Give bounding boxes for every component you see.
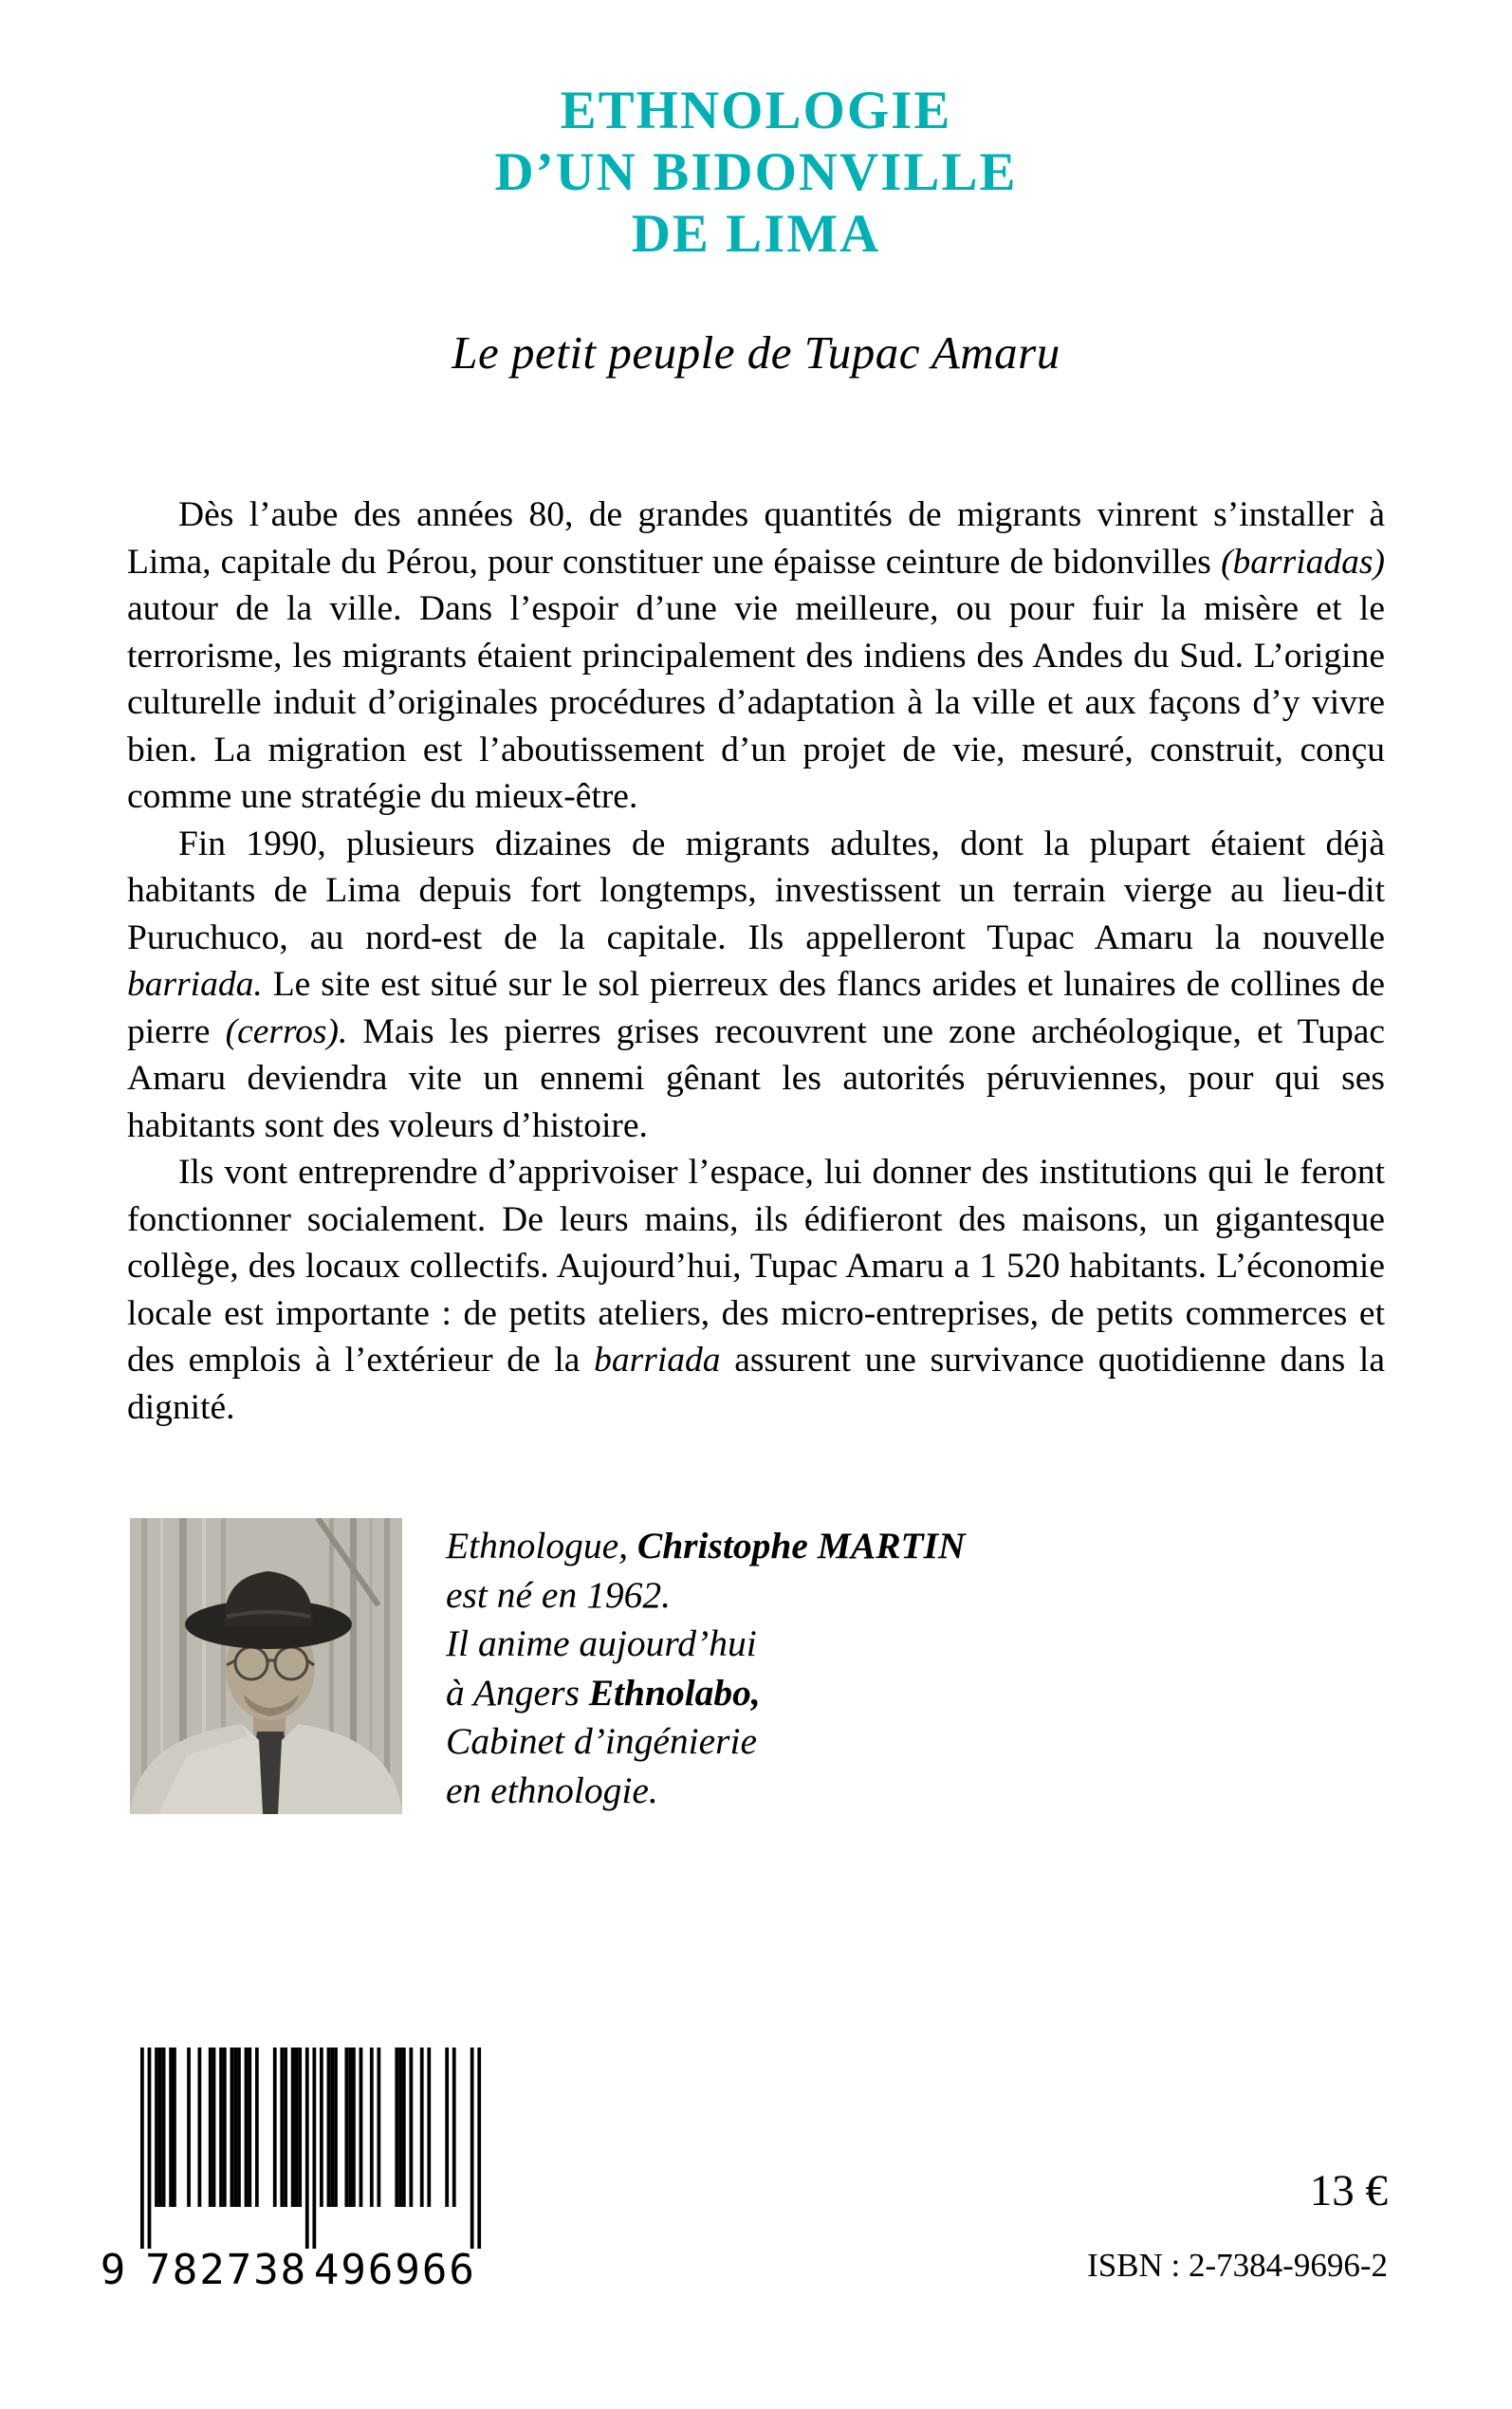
title-line-1: ETHNOLOGIE	[560, 81, 952, 140]
bio-line-2: est né en 1962.	[446, 1573, 671, 1616]
book-subtitle: Le petit peuple de Tupac Amaru	[452, 326, 1060, 379]
svg-text:782738: 782738	[145, 2246, 308, 2287]
author-photo	[130, 1518, 402, 1814]
footer	[0, 2048, 1512, 2287]
bio-line-6: en ethnologie.	[446, 1769, 658, 1811]
svg-text:9: 9	[100, 2246, 128, 2287]
bio-line-3: Il anime aujourd’hui	[446, 1622, 757, 1664]
back-cover-text	[127, 491, 1385, 1431]
svg-text:496966: 496966	[313, 2246, 476, 2287]
paragraph-1: Dès l’aube des années 80, de grandes quantités de migrants vinrent s’installer à Lima, capitale du Pérou, pour constituer une épaisse ceinture de bidonvilles (barriadas) autour de la ville. Dans l’espoir d’une vie meilleure, ou pour fuir la misère et le terrorisme, les migrants étaient principalement des indiens des Andes du Sud. L’origine culturelle induit d’originales procédures d’adaptation à la ville et aux façons d’y vivre bien. La migration est l’aboutissement d’un projet de vie, mesuré, construit, conçu comme une stratégie du mieux-être.	[127, 495, 1385, 816]
author-section	[130, 1518, 1512, 1815]
bio-line-1: Ethnologue, Christophe MARTIN	[446, 1525, 966, 1566]
author-bio	[446, 1518, 966, 1815]
barcode-image	[90, 2048, 484, 2287]
price-isbn-block	[1087, 2165, 1388, 2287]
price: 13 €	[1309, 2166, 1388, 2215]
title-line-3: DE LIMA	[631, 204, 881, 264]
author-photo-image	[130, 1518, 402, 1814]
title-line-2: D’UN BIDONVILLE	[494, 142, 1018, 202]
isbn: ISBN : 2-7384-9696-2	[1087, 2247, 1388, 2284]
bio-line-5: Cabinet d’ingénierie	[446, 1720, 757, 1762]
paragraph-3: Ils vont entreprendre d’apprivoiser l’espace, lui donner des institutions qui le feront fonctionner socialement. De leurs mains, ils édifieront des maisons, un gigantesque collège, des locaux collectifs. Aujourd’hui, Tupac Amaru a 1 520 habitants. L’économie locale est importante : de petits ateliers, des micro-entreprises, de petits commerces et des emplois à l’extérieur de la barriada assurent une survivance quotidienne dans la dignité.	[127, 1153, 1385, 1427]
paragraph-2: Fin 1990, plusieurs dizaines de migrants adultes, dont la plupart étaient déjà habitants de Lima depuis fort longtemps, investissent un terrain vierge au lieu-dit Puruchuco, au nord-est de la capitale. Ils appelleront Tupac Amaru la nouvelle barriada. Le site est situé sur le sol pierreux des flancs arides et lunaires de collines de pierre (cerros). Mais les pierres grises recouvrent une zone archéologique, et Tupac Amaru deviendra vite un ennemi gênant les autorités péruviennes, pour qui ses habitants sont des voleurs d’histoire.	[127, 824, 1385, 1145]
book-title	[0, 0, 1512, 265]
bio-line-4: à Angers Ethnolabo,	[446, 1671, 761, 1714]
barcode	[90, 2048, 484, 2287]
